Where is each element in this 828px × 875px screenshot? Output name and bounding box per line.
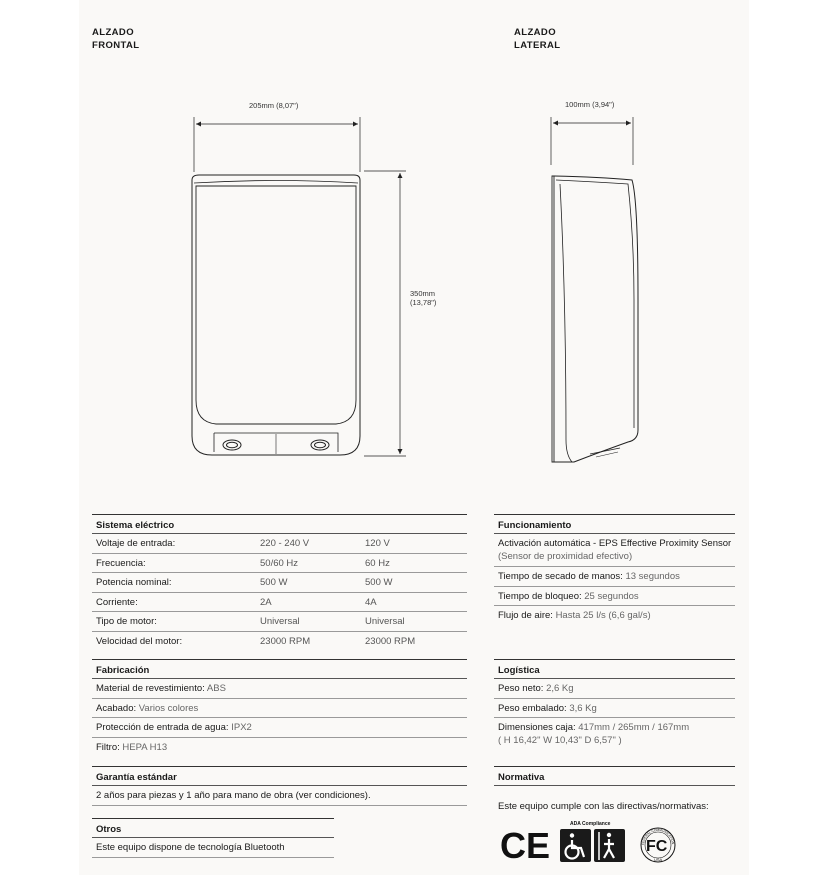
others-text: Este equipo dispone de tecnología Bluetooth [92, 838, 334, 858]
table-row [92, 534, 467, 554]
side-depth-dimension: 100mm (3,94") [565, 100, 615, 109]
side-view-drawing [551, 117, 638, 462]
row-value-eu: 50/60 Hz [260, 557, 299, 569]
table-row [92, 612, 467, 632]
table-row [92, 718, 467, 738]
manufacturing-section [92, 659, 467, 757]
front-view-title-line2: FRONTAL [92, 39, 140, 51]
side-view-title-line2: LATERAL [514, 39, 561, 51]
table-row [494, 606, 735, 626]
row-value-us: 23000 RPM [365, 635, 416, 647]
table-row [494, 587, 735, 607]
table-row [494, 534, 735, 567]
row-value-us: Universal [365, 616, 405, 627]
side-view-title-line1: ALZADO [514, 27, 556, 38]
activation-label: Activación automática - EPS Effective Proximity Sensor [498, 538, 732, 549]
table-row [494, 679, 735, 699]
warranty-text: 2 años para piezas y 1 año para mano de obra (ver condiciones). [92, 786, 467, 806]
ada-compliance-label: ADA Compliance [570, 821, 611, 827]
front-height-dimension-in: (13,78") [410, 298, 437, 307]
activation-value: (Sensor de proximidad efectivo) [498, 550, 633, 562]
front-height-dimension-mm: 350mm [410, 289, 436, 298]
table-row [494, 718, 735, 751]
row-value-us: 500 W [365, 577, 393, 588]
row-label: Peso neto: [498, 683, 544, 694]
operation-section [494, 514, 735, 626]
row-label: Potencia nominal: [96, 577, 172, 588]
row-label: Velocidad del motor: [96, 635, 183, 647]
row-label: Flujo de aire: [498, 610, 553, 621]
regulations-section [494, 766, 735, 814]
ce-mark-icon [500, 825, 550, 864]
row-value-us: 60 Hz [365, 557, 390, 569]
row-value-us: 4A [365, 596, 377, 608]
table-row [92, 699, 467, 719]
row-label: Corriente: [96, 596, 138, 608]
row-value-us: 120 V [365, 538, 390, 549]
table-row [92, 554, 467, 574]
row-value: 3,6 Kg [569, 702, 597, 714]
row-label: Peso embalado: [498, 702, 567, 714]
fcc-country-text: USA [654, 857, 663, 862]
regulations-text: Este equipo cumple con las directivas/normativas: [498, 801, 709, 812]
row-label: Filtro: [96, 741, 120, 753]
table-row [92, 679, 467, 699]
front-view-drawing [192, 117, 406, 456]
row-value-eu: 2A [260, 596, 272, 608]
row-label: Acabado: [96, 702, 137, 714]
ce-mark-text: CE [500, 825, 551, 864]
electrical-section [92, 514, 467, 651]
row-label: Tiempo de secado de manos: [498, 571, 623, 582]
fcc-ring-text: FEDERAL COMMUNICATION [640, 827, 676, 846]
logistics-title: Logística [494, 659, 735, 679]
others-section [92, 818, 334, 858]
manufacturing-title: Fabricación [92, 659, 467, 679]
electrical-title: Sistema eléctrico [92, 514, 467, 534]
row-label: Tiempo de bloqueo: [498, 590, 582, 602]
front-view-title-line1: ALZADO [92, 27, 134, 38]
ada-compliance-icon [560, 821, 625, 862]
table-row [92, 573, 467, 593]
warranty-title: Garantía estándar [92, 766, 467, 786]
row-value: ABS [206, 683, 226, 694]
row-value-eu: 23000 RPM [260, 635, 311, 647]
front-width-dimension: 205mm (8,07") [249, 101, 299, 110]
operation-title: Funcionamiento [494, 514, 735, 534]
table-row [92, 632, 467, 652]
table-row [92, 738, 467, 758]
others-title: Otros [92, 818, 334, 838]
row-value: 2,6 Kg [546, 683, 574, 694]
row-value: HEPA H13 [122, 741, 168, 753]
table-row [494, 699, 735, 719]
warranty-section [92, 766, 467, 806]
box-dimensions-inches: ( H 16,42" W 10,43" D 6,57" ) [498, 734, 622, 746]
row-label: Protección de entrada de agua: [96, 722, 229, 733]
row-value: IPX2 [231, 722, 252, 733]
table-row [494, 567, 735, 587]
fcc-mark-text: FC [646, 838, 668, 855]
row-value: Hasta 25 l/s (6,6 gal/s) [555, 610, 651, 621]
row-label: Tipo de motor: [96, 616, 157, 627]
regulations-title: Normativa [494, 766, 735, 786]
row-value-eu: 500 W [260, 577, 288, 588]
row-value-eu: Universal [260, 616, 300, 627]
box-dimensions-value: 417mm / 265mm / 167mm [578, 722, 690, 733]
logistics-section [494, 659, 735, 751]
box-dimensions-label: Dimensiones caja: [498, 722, 576, 733]
row-label: Frecuencia: [96, 557, 146, 569]
row-value: Varios colores [138, 702, 199, 714]
row-value: 13 segundos [625, 571, 680, 582]
row-value-eu: 220 - 240 V [260, 538, 310, 549]
row-label: Voltaje de entrada: [96, 538, 176, 549]
row-value: 25 segundos [584, 590, 639, 602]
table-row [92, 593, 467, 613]
certification-logos [498, 820, 698, 864]
row-label: Material de revestimiento: [96, 683, 205, 694]
